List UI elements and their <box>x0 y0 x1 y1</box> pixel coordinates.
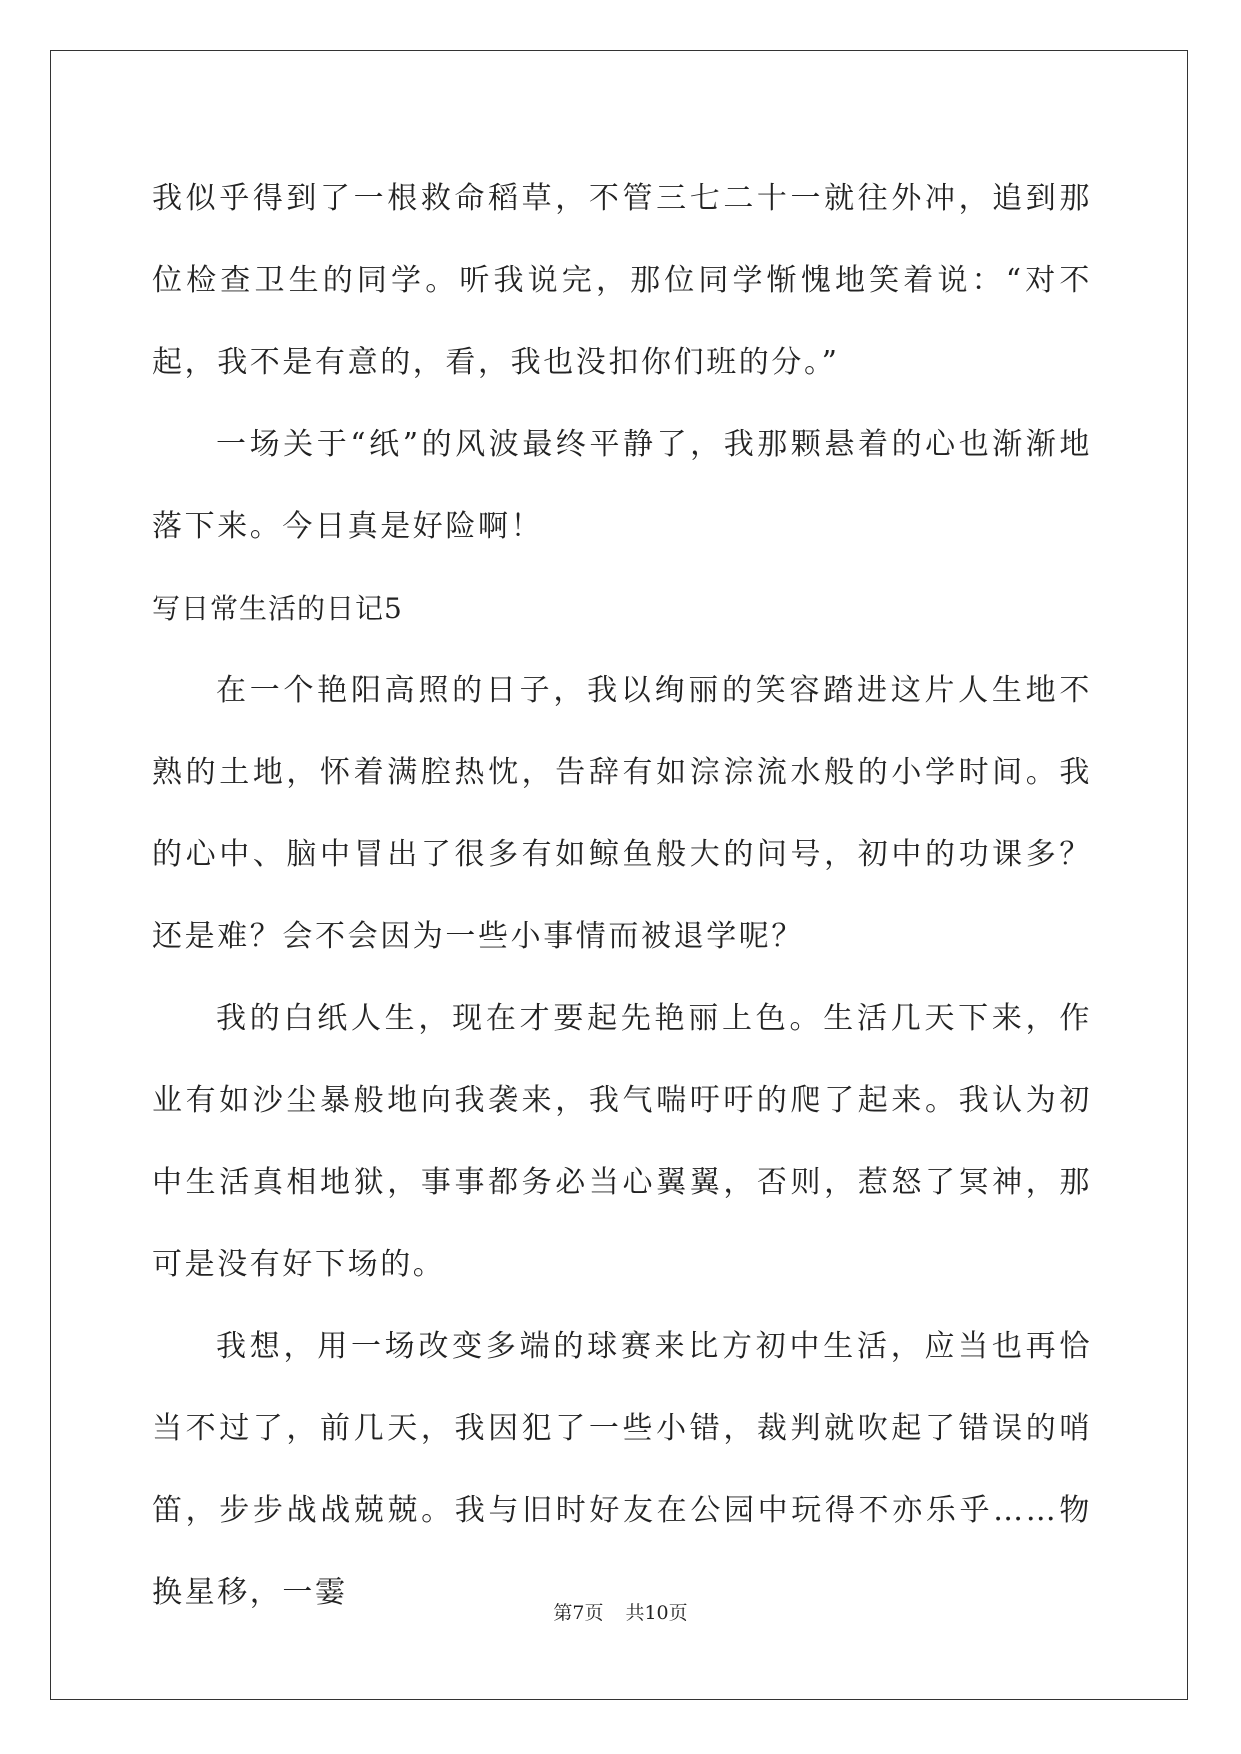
paragraph-3: 在一个艳阳高照的日子，我以绚丽的笑容踏进这片人生地不熟的土地，怀着满腔热忱，告辞有如淙淙流水般的小学时间。我的心中、脑中冒出了很多有如鲸鱼般大的问号，初中的功课多？还是难？会不会因为一些小事情而被退学呢？ <box>152 673 1092 954</box>
paragraph-1: 我似乎得到了一根救命稻草，不管三七二十一就往外冲，追到那位检查卫生的同学。听我说完，那位同学惭愧地笑着说：“对不起，我不是有意的，看，我也没扣你们班的分。” <box>152 181 1092 380</box>
paragraph-2: 一场关于“纸”的风波最终平静了，我那颗悬着的心也渐渐地落下来。今日真是好险啊！ <box>152 427 1092 544</box>
paragraph-5: 我想，用一场改变多端的球赛来比方初中生活，应当也再恰当不过了，前几天，我因犯了一些小错，裁判就吹起了错误的哨笛，步步战战兢兢。我与旧时好友在公园中玩得不亦乐乎……物换星移，一霎 <box>152 1329 1092 1610</box>
page-footer <box>0 1598 1241 1625</box>
page-total: 共10页 <box>625 1602 688 1624</box>
section-heading: 写日常生活的日记5 <box>152 592 403 625</box>
page-number: 第7页 <box>553 1602 604 1624</box>
paragraph-4: 我的白纸人生，现在才要起先艳丽上色。生活几天下来，作业有如沙尘暴般地向我袭来，我气喘吁吁的爬了起来。我认为初中生活真相地狱，事事都务必当心翼翼，否则，惹怒了冥神，那可是没有好下场的。 <box>152 1001 1092 1282</box>
document-body <box>152 158 1092 1634</box>
